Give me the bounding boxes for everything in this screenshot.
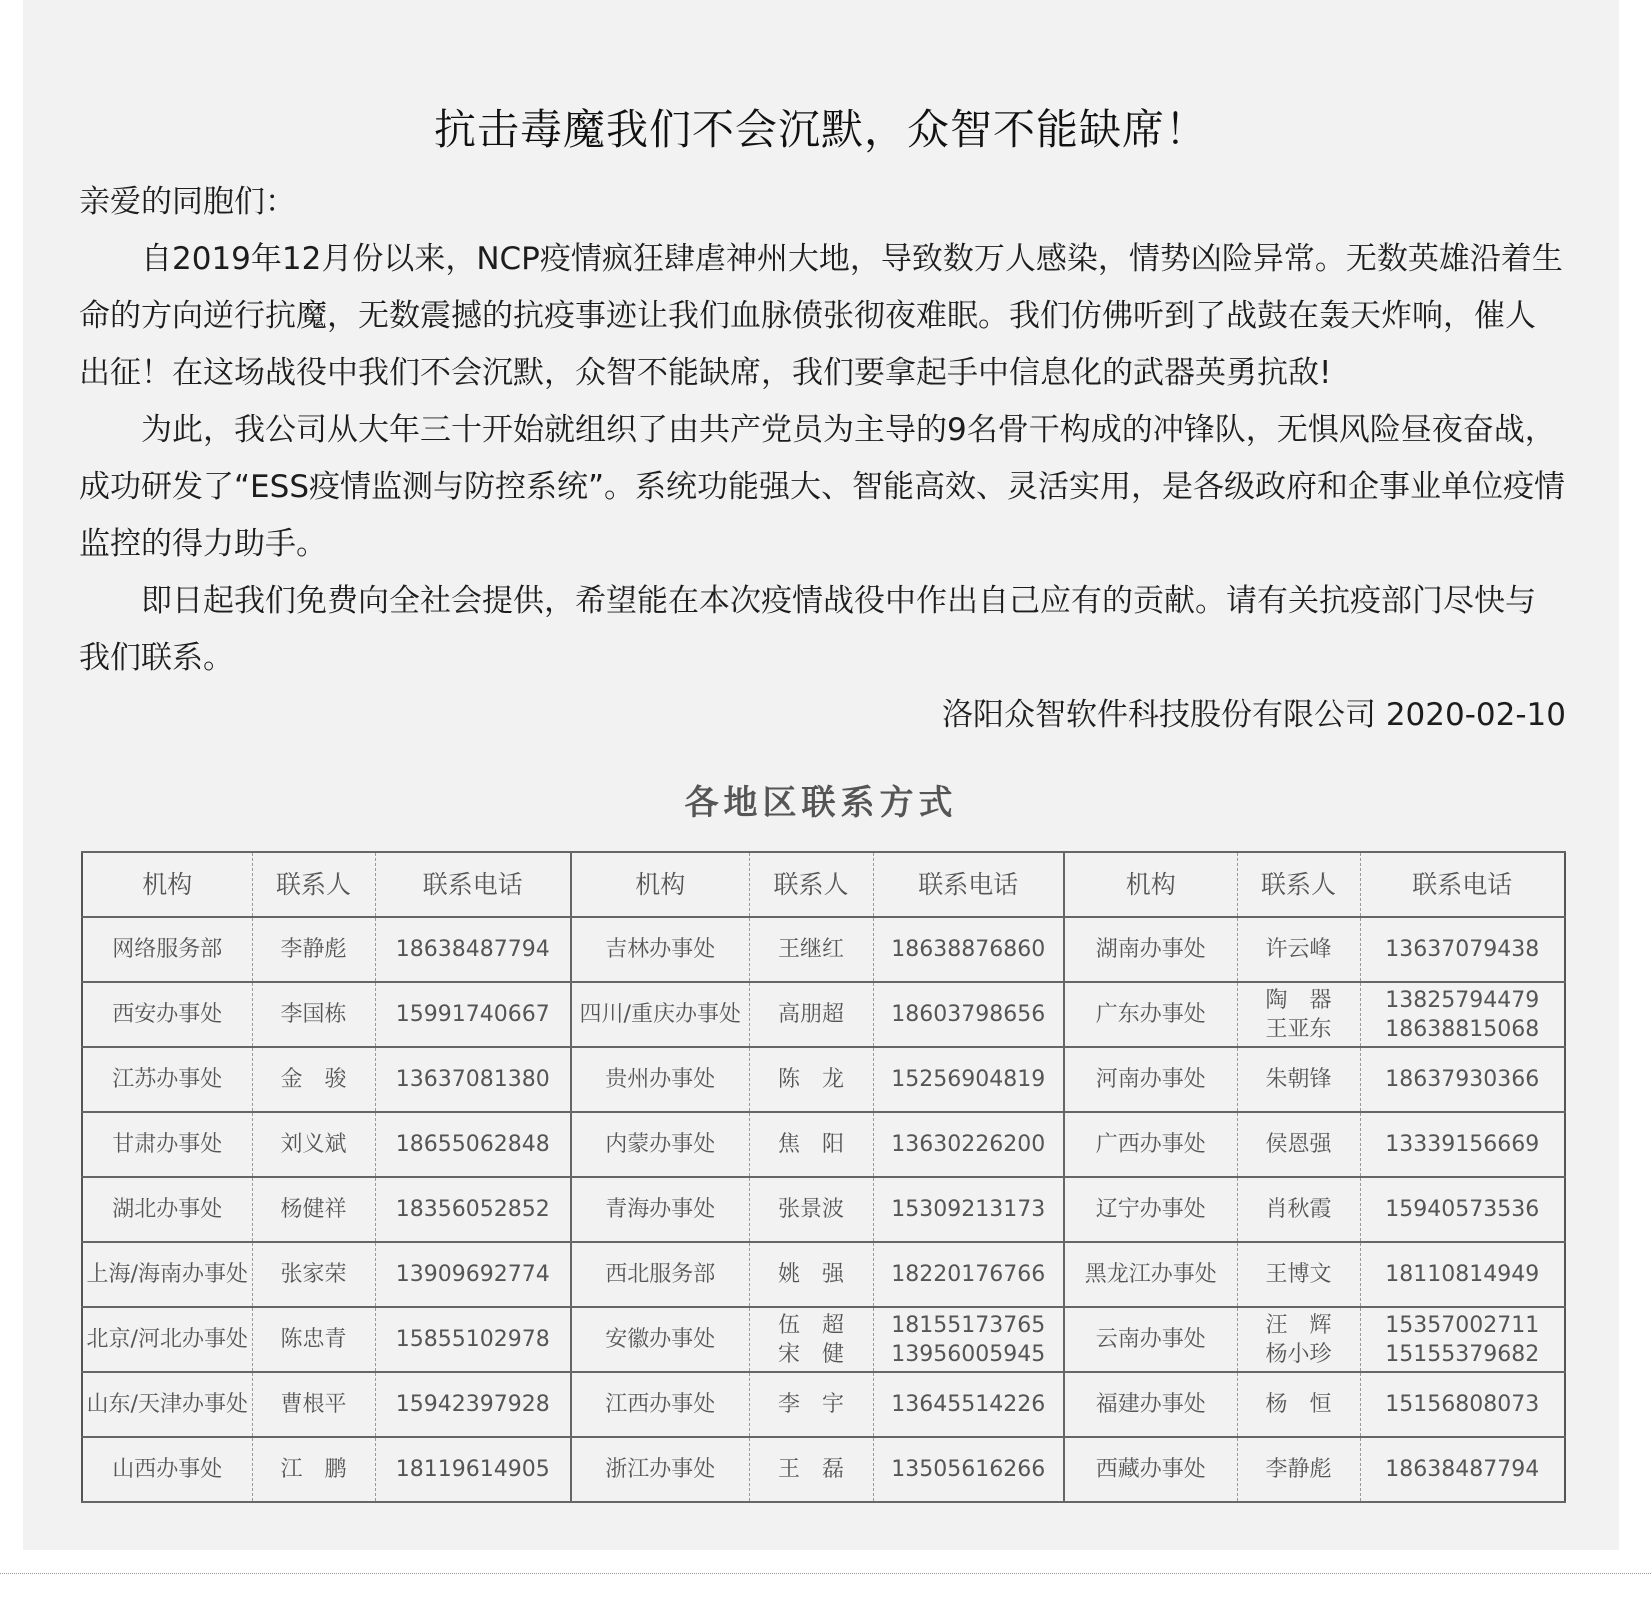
cell-contact: 张家荣 — [252, 1242, 375, 1307]
cell-org: 网络服务部 — [82, 917, 252, 982]
cell-contact — [1237, 982, 1360, 1047]
cell-line: 伍 超 — [777, 1312, 844, 1338]
cell-contact: 朱朝锋 — [1237, 1047, 1360, 1112]
cell-phone: 15855102978 — [375, 1307, 571, 1372]
cell-contact: 许云峰 — [1237, 917, 1360, 982]
header-org: 机构 — [82, 852, 252, 917]
header-contact: 联系人 — [252, 852, 375, 917]
cell-contact: 陈忠青 — [252, 1307, 375, 1372]
cell-org: 西北服务部 — [571, 1242, 749, 1307]
header-phone: 联系电话 — [873, 852, 1064, 917]
cell-contact: 李静彪 — [1237, 1437, 1360, 1502]
table-row — [82, 1177, 1565, 1242]
table-row — [82, 1437, 1565, 1502]
cell-contact: 杨 恒 — [1237, 1372, 1360, 1437]
cell-phone: 15156808073 — [1360, 1372, 1565, 1437]
cell-org: 青海办事处 — [571, 1177, 749, 1242]
cell-org: 上海/海南办事处 — [82, 1242, 252, 1307]
cell-org: 广东办事处 — [1064, 982, 1237, 1047]
cell-line: 18155173765 — [891, 1312, 1046, 1338]
cell-phone: 18638487794 — [1360, 1437, 1565, 1502]
header-contact: 联系人 — [1237, 852, 1360, 917]
table-row — [82, 1307, 1565, 1372]
cell-org: 湖北办事处 — [82, 1177, 252, 1242]
cell-phone: 13637081380 — [375, 1047, 571, 1112]
cell-org: 内蒙办事处 — [571, 1112, 749, 1177]
cell-contact: 刘义斌 — [252, 1112, 375, 1177]
cell-org: 江苏办事处 — [82, 1047, 252, 1112]
cell-contact: 张景波 — [749, 1177, 873, 1242]
cell-line: 杨小珍 — [1265, 1341, 1332, 1367]
document-title: 抗击毒魔我们不会沉默，众智不能缺席！ — [433, 105, 1208, 154]
cell-phone: 18119614905 — [375, 1437, 571, 1502]
cell-line: 王亚东 — [1265, 1016, 1332, 1042]
cell-line: 汪 辉 — [1265, 1312, 1332, 1338]
cell-contact: 王博文 — [1237, 1242, 1360, 1307]
cell-org: 黑龙江办事处 — [1064, 1242, 1237, 1307]
cell-phone: 13637079438 — [1360, 917, 1565, 982]
cell-line: 宋 健 — [777, 1341, 844, 1367]
cell-contact: 李 宇 — [749, 1372, 873, 1437]
cell-phone: 15309213173 — [873, 1177, 1064, 1242]
cell-phone: 13630226200 — [873, 1112, 1064, 1177]
cell-contact: 江 鹏 — [252, 1437, 375, 1502]
signature: 洛阳众智软件科技股份有限公司 2020-02-10 — [941, 697, 1566, 733]
contacts-table — [81, 851, 1566, 1503]
cell-line: 13825794479 — [1385, 987, 1540, 1013]
cell-line: 15155379682 — [1385, 1341, 1540, 1367]
cell-phone: 18110814949 — [1360, 1242, 1565, 1307]
cell-org: 浙江办事处 — [571, 1437, 749, 1502]
cell-phone: 18220176766 — [873, 1242, 1064, 1307]
cell-phone: 18356052852 — [375, 1177, 571, 1242]
paragraph-2: 为此，我公司从大年三十开始就组织了由共产党员为主导的9名骨干构成的冲锋队，无惧风险昼夜奋战，成功研发了“ESS疫情监测与防控系统”。系统功能强大、智能高效、灵活实用，是各级政府和企事业单位疫情监控的得力助手。 — [79, 412, 1566, 562]
paragraph-1: 自2019年12月份以来，NCP疫情疯狂肆虐神州大地，导致数万人感染，情势凶险异常。无数英雄沿着生命的方向逆行抗魔，无数震撼的抗疫事迹让我们血脉偾张彻夜难眠。我们仿佛听到了战鼓在轰天炸响，催人出征！在这场战役中我们不会沉默，众智不能缺席，我们要拿起手中信息化的武器英勇抗敌! — [79, 241, 1563, 391]
header-org: 机构 — [571, 852, 749, 917]
cell-phone: 15940573536 — [1360, 1177, 1565, 1242]
header-phone: 联系电话 — [1360, 852, 1565, 917]
header-org: 机构 — [1064, 852, 1237, 917]
cell-org: 四川/重庆办事处 — [571, 982, 749, 1047]
cell-org: 甘肃办事处 — [82, 1112, 252, 1177]
cell-phone — [1360, 982, 1565, 1047]
header-phone: 联系电话 — [375, 852, 571, 917]
cell-org: 西安办事处 — [82, 982, 252, 1047]
cell-org: 安徽办事处 — [571, 1307, 749, 1372]
cell-phone: 13645514226 — [873, 1372, 1064, 1437]
cell-contact: 姚 强 — [749, 1242, 873, 1307]
table-row — [82, 982, 1565, 1047]
contacts-title: 各地区联系方式 — [684, 783, 958, 823]
cell-line: 陶 器 — [1265, 987, 1332, 1013]
header-contact: 联系人 — [749, 852, 873, 917]
cell-org: 湖南办事处 — [1064, 917, 1237, 982]
cell-contact: 王继红 — [749, 917, 873, 982]
table-row — [82, 1047, 1565, 1112]
cell-contact: 金 骏 — [252, 1047, 375, 1112]
cell-org: 山东/天津办事处 — [82, 1372, 252, 1437]
cell-contact: 曹根平 — [252, 1372, 375, 1437]
cell-contact — [749, 1307, 873, 1372]
cell-phone: 18655062848 — [375, 1112, 571, 1177]
cell-phone: 13505616266 — [873, 1437, 1064, 1502]
cell-org: 福建办事处 — [1064, 1372, 1237, 1437]
cell-line: 13956005945 — [891, 1341, 1046, 1367]
table-row — [82, 1112, 1565, 1177]
cell-contact: 焦 阳 — [749, 1112, 873, 1177]
cell-org: 河南办事处 — [1064, 1047, 1237, 1112]
cell-phone: 18638487794 — [375, 917, 571, 982]
cell-line: 18638815068 — [1385, 1016, 1540, 1042]
cell-phone: 13339156669 — [1360, 1112, 1565, 1177]
cell-phone — [873, 1307, 1064, 1372]
cell-phone — [1360, 1307, 1565, 1372]
cell-org: 吉林办事处 — [571, 917, 749, 982]
cell-contact: 李国栋 — [252, 982, 375, 1047]
cell-phone: 15942397928 — [375, 1372, 571, 1437]
cell-org: 江西办事处 — [571, 1372, 749, 1437]
cell-contact: 杨健祥 — [252, 1177, 375, 1242]
cell-org: 云南办事处 — [1064, 1307, 1237, 1372]
cell-org: 广西办事处 — [1064, 1112, 1237, 1177]
cell-org: 山西办事处 — [82, 1437, 252, 1502]
table-row — [82, 1242, 1565, 1307]
paragraph-3: 即日起我们免费向全社会提供，希望能在本次疫情战役中作出自己应有的贡献。请有关抗疫部门尽快与我们联系。 — [79, 583, 1536, 676]
cell-phone: 13909692774 — [375, 1242, 571, 1307]
cell-phone: 18637930366 — [1360, 1047, 1565, 1112]
cell-line: 15357002711 — [1385, 1312, 1540, 1338]
cell-contact — [1237, 1307, 1360, 1372]
table-row — [82, 917, 1565, 982]
cell-contact: 高朋超 — [749, 982, 873, 1047]
cell-phone: 15991740667 — [375, 982, 571, 1047]
cell-phone: 15256904819 — [873, 1047, 1064, 1112]
cell-org: 贵州办事处 — [571, 1047, 749, 1112]
cell-org: 辽宁办事处 — [1064, 1177, 1237, 1242]
letter-body — [79, 174, 1566, 744]
divider — [0, 1573, 1651, 1574]
cell-contact: 王 磊 — [749, 1437, 873, 1502]
cell-contact: 肖秋霞 — [1237, 1177, 1360, 1242]
cell-phone: 18603798656 — [873, 982, 1064, 1047]
greeting: 亲爱的同胞们： — [79, 184, 296, 220]
table-row — [82, 1372, 1565, 1437]
cell-contact: 李静彪 — [252, 917, 375, 982]
cell-contact: 陈 龙 — [749, 1047, 873, 1112]
cell-org: 西藏办事处 — [1064, 1437, 1237, 1502]
cell-contact: 侯恩强 — [1237, 1112, 1360, 1177]
cell-phone: 18638876860 — [873, 917, 1064, 982]
cell-org: 北京/河北办事处 — [82, 1307, 252, 1372]
table-header-row — [82, 852, 1565, 917]
